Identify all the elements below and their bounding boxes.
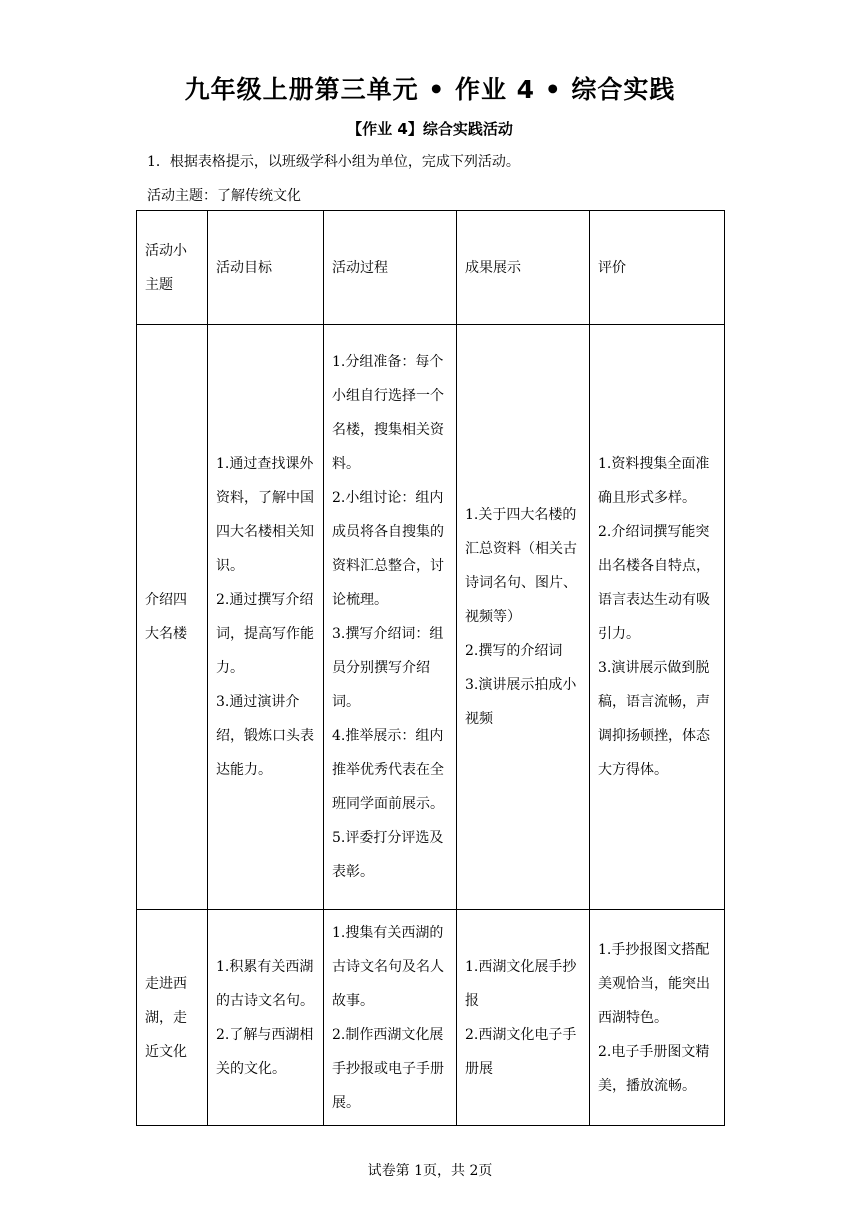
table-header-row [137,211,725,325]
cell-topic: 走进西湖，走近文化 [137,910,208,1126]
cell-results [457,910,590,1126]
page-subtitle: 【作业 4】综合实践活动 [347,120,513,138]
cell-evaluation [590,325,725,910]
process-step: 4.推举展示：组内推举优秀代表在全班同学面前展示。 [332,728,444,812]
table-row [137,325,725,910]
cell-process [324,325,457,910]
header-cell-evaluation: 评价 [590,211,725,325]
process-step: 5.评委打分评选及表彰。 [332,830,444,880]
evaluation-item: 2.电子手册图文精美，播放流畅。 [598,1043,710,1094]
evaluation-item: 3.演讲展示做到脱稿，语言流畅，声调抑扬顿挫，体态大方得体。 [598,660,710,778]
process-step: 1.分组准备：每个小组自行选择一个名楼，搜集相关资料。 [332,354,444,472]
goal-item: 2.了解与西湖相关的文化。 [216,1026,314,1077]
result-item: 1.西湖文化展手抄报 [465,958,577,1009]
process-step: 3.撰写介绍词：组员分别撰写介绍词。 [332,626,444,710]
result-item: 1.关于四大名楼的汇总资料（相关古诗词名句、图片、视频等） [465,507,577,625]
activity-theme: 活动主题：了解传统文化 [147,188,301,204]
process-step: 2.小组讨论：组内成员将各自搜集的资料汇总整合，讨论梳理。 [332,490,444,608]
cell-results [457,325,590,910]
result-item: 2.撰写的介绍词 [465,643,563,659]
page-footer: 试卷第 1页，共 2页 [367,1163,493,1179]
cell-topic: 介绍四大名楼 [137,325,208,910]
goal-item: 3.通过演讲介绍，锻炼口头表达能力。 [216,694,314,778]
process-step: 1.搜集有关西湖的古诗文名句及名人故事。 [332,924,444,1009]
result-item: 2.西湖文化电子手册展 [465,1026,577,1077]
result-item: 3.演讲展示拍成小视频 [465,677,577,727]
goal-item: 2.通过撰写介绍词，提高写作能力。 [216,592,314,676]
cell-process [324,910,457,1126]
goal-item: 1.积累有关西湖的古诗文名句。 [216,958,314,1009]
goal-item: 1.通过查找课外资料，了解中国四大名楼相关知识。 [216,456,314,574]
cell-evaluation [590,910,725,1126]
header-cell-process: 活动过程 [324,211,457,325]
cell-goals [208,910,324,1126]
process-step: 2.制作西湖文化展手抄报或电子手册展。 [332,1026,444,1111]
header-cell-result: 成果展示 [457,211,590,325]
table-row [137,910,725,1126]
header-cell-topic: 活动小主题 [137,211,208,325]
cell-goals [208,325,324,910]
page-title: 九年级上册第三单元 • 作业 4 • 综合实践 [184,75,676,104]
evaluation-item: 1.资料搜集全面准确且形式多样。 [598,456,710,506]
activity-table [136,210,725,1126]
evaluation-item: 2.介绍词撰写能突出名楼各自特点，语言表达生动有吸引力。 [598,524,710,642]
evaluation-item: 1.手抄报图文搭配美观恰当，能突出西湖特色。 [598,941,710,1026]
question-text: 1．根据表格提示，以班级学科小组为单位，完成下列活动。 [147,154,520,170]
header-cell-goal: 活动目标 [208,211,324,325]
